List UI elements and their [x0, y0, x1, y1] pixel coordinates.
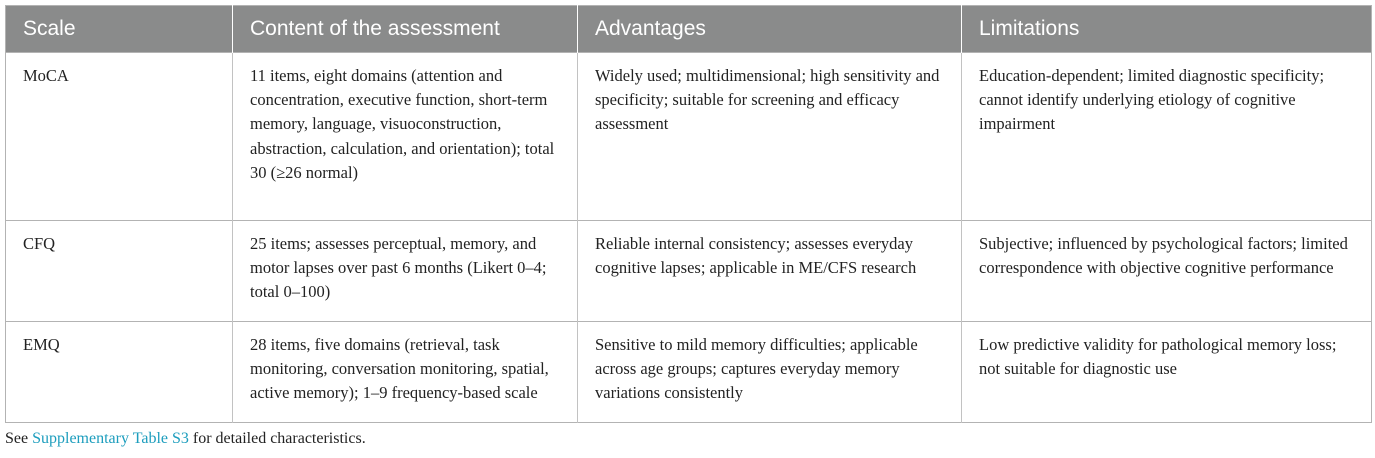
cell-content: 28 items, five domains (retrieval, task monitoring, conversation monitoring, spatial, active memory); 1–9 frequency-based scale — [233, 322, 578, 423]
table-footnote — [5, 430, 366, 448]
table-header — [6, 6, 1372, 53]
footnote-suffix: for detailed characteristics. — [188, 430, 366, 447]
header-row — [6, 6, 1372, 53]
cognitive-scales-table — [5, 5, 1372, 423]
header-advantages: Advantages — [578, 6, 962, 53]
cell-content: 25 items; assesses perceptual, memory, and motor lapses over past 6 months (Likert 0–4; total 0–100) — [233, 221, 578, 322]
header-scale: Scale — [6, 6, 233, 53]
cell-content: 11 items, eight domains (attention and concentration, executive function, short-term memory, language, visuoconstruction, abstraction, calculation, and orientation); total 30 (≥26 normal) — [233, 53, 578, 221]
cell-advantages: Reliable internal consistency; assesses everyday cognitive lapses; applicable in ME/CFS research — [578, 221, 962, 322]
table-row-cfq — [6, 221, 1372, 322]
footnote-prefix: See — [5, 430, 33, 447]
cell-limitations: Education-dependent; limited diagnostic specificity; cannot identify underlying etiology of cognitive impairment — [962, 53, 1372, 221]
cell-scale: EMQ — [6, 322, 233, 423]
supplementary-table-link[interactable]: Supplementary Table S3 — [32, 430, 189, 447]
cell-advantages: Widely used; multidimensional; high sensitivity and specificity; suitable for screening and efficacy assessment — [578, 53, 962, 221]
cell-scale: CFQ — [6, 221, 233, 322]
cell-advantages: Sensitive to mild memory difficulties; applicable across age groups; captures everyday memory variations consistently — [578, 322, 962, 423]
cell-limitations: Low predictive validity for pathological memory loss; not suitable for diagnostic use — [962, 322, 1372, 423]
table-row-emq — [6, 322, 1372, 423]
header-limitations: Limitations — [962, 6, 1372, 53]
cell-limitations: Subjective; influenced by psychological factors; limited correspondence with objective cognitive performance — [962, 221, 1372, 322]
header-content: Content of the assessment — [233, 6, 578, 53]
cell-scale: MoCA — [6, 53, 233, 221]
table-row-moca — [6, 53, 1372, 221]
table-body — [6, 53, 1372, 423]
